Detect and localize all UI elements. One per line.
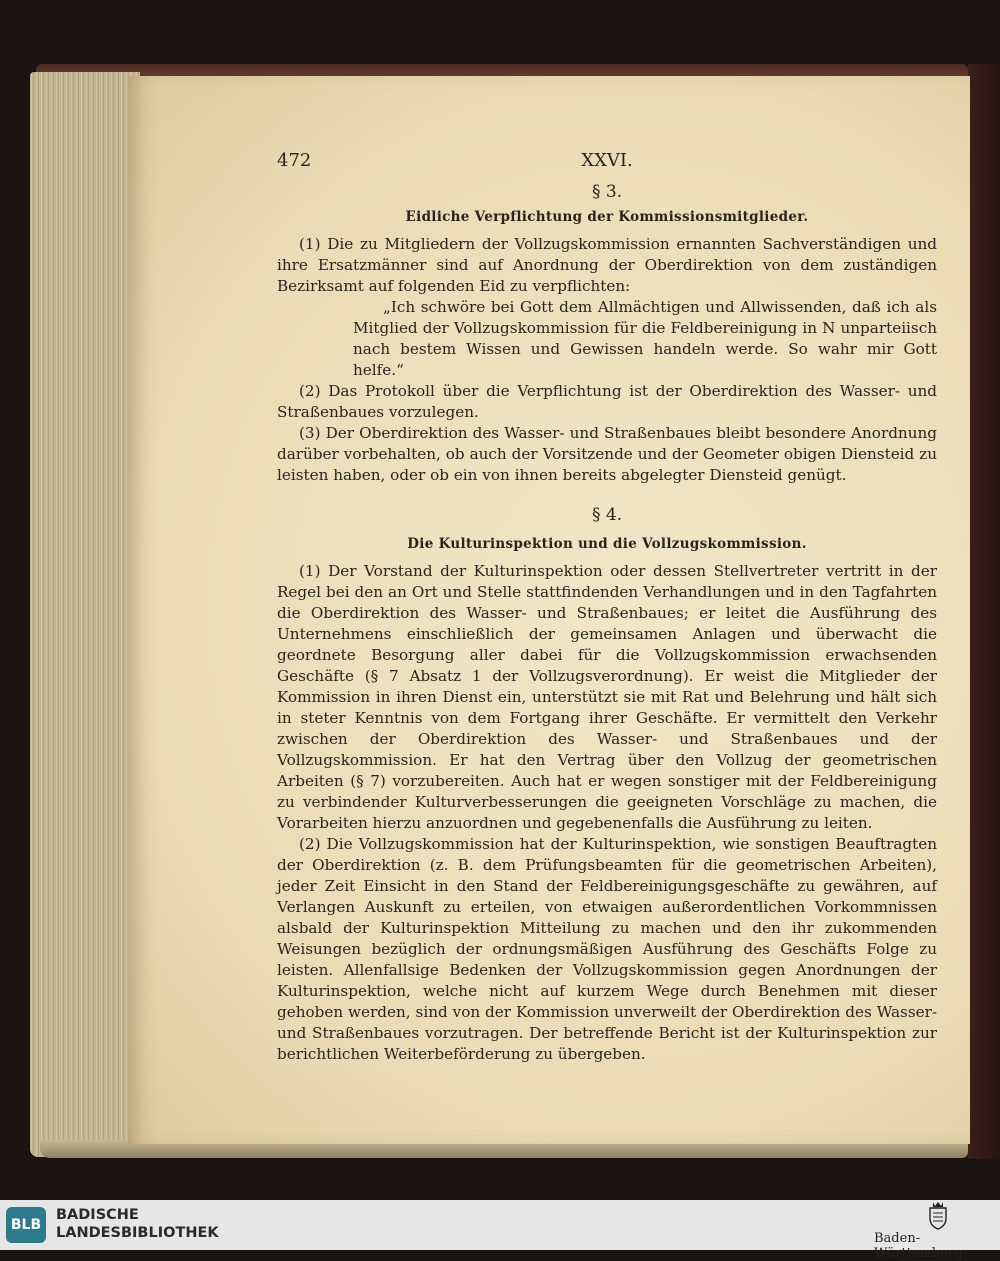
library-name[interactable] [56,1206,316,1242]
section-4-paragraph-2: (2) Die Vollzugskommission hat der Kulturinspektion, wie sonstigen Beauftragten der Oberdirektion (z. B. dem Prüfungsbeamten für die geometrischen Arbeiten), jeder Zeit Einsicht in den Stand der Feldbereinigungsgeschäfte zu gewähren, auf Verlangen Auskunft zu erteilen, von etwaigen außerordentlichen Vorkommnissen alsbald der Kulturinspektion Mitteilung zu machen und den ihr zukommenden Weisungen bezüglich der ordnungsmäßigen Ausführung des Geschäfts Folge zu leisten. Allenfallsige Bedenken der Vollzugskommission gegen Anordnungen der Kulturinspektion, welche nicht auf kurzem Wege durch Benehmen mit dieser gehoben werden, sind von der Kommission unverweilt der Oberdirektion des Wasser- und Straßenbaues vorzutragen. Der betreffende Bericht ist der Kulturinspektion zur berichtlichen Weiterbeförderung zu übergeben. [277,835,937,1063]
section-3-paragraph-2: (2) Das Protokoll über die Verpflichtung ist der Oberdirektion des Wasser- und Straßenbaues vorzulegen. [277,382,937,421]
section-4-title: Die Kulturinspektion und die Vollzugskommission. [407,536,807,552]
page-header [277,150,937,174]
section-3-number: § 3. [591,182,623,202]
chapter-heading: XXVI. [581,150,633,171]
section-3-paragraph-3: (3) Der Oberdirektion des Wasser- und Straßenbaues bleibt besondere Anordnung darüber vorbehalten, ob auch der Vorsitzende und der Geometer obigen Diensteid zu leisten haben, oder ob ein von ihnen bereits abgelegter Diensteid genügt. [277,424,937,484]
section-4-number: § 4. [591,505,623,525]
section-4-paragraph-1: (1) Der Vorstand der Kulturinspektion oder dessen Stellvertreter vertritt in der Regel bei den an Ort und Stelle stattfindenden Verhandlungen und in den Tagfahrten die Oberdirektion des Wasser- und Straßenbaues; er leitet die Ausführung des Unternehmens einschließlich der gemeinsamen Anlagen und überwacht die geordnete Besorgung aller dabei für die Vollzugskommission erwachsenden Geschäfte (§ 7 Absatz 1 der Vollzugsverordnung). Er weist die Mitglieder der Kommission in ihren Dienst ein, unterstützt sie mit Rat und Belehrung und hält sich in steter Kenntnis von dem Fortgang ihrer Geschäfte. Er vermittelt den Verkehr zwischen der Oberdirektion des Wasser- und Straßenbaues und der Vollzugskommission. Er hat den Vertrag über den Vollzug der geometrischen Arbeiten (§ 7) vorzubereiten. Auch hat er wegen sonstiger mit der Feldbereinigung zu verbindender Kulturverbesserungen die geeigneten Vorschläge zu machen, die Vorarbeiten hierzu anzuordnen und gegebenenfalls die Ausführung zu leiten. [277,562,937,832]
blb-logo[interactable] [6,1207,46,1243]
section-4 [277,505,937,1065]
library-name-line-1: BADISCHE [56,1207,139,1223]
book-page-edges [30,72,140,1157]
library-name-line-2: LANDESBIBLIOTHEK [56,1225,219,1241]
page-number: 472 [277,150,312,171]
state-name: Baden-Württemberg [874,1231,963,1261]
book-cover-right [968,64,1000,1159]
blb-logo-text: BLB [10,1217,42,1233]
section-3 [277,182,937,486]
state-crest-icon [925,1200,951,1230]
section-3-paragraph-1: (1) Die zu Mitgliedern der Vollzugskommission ernannten Sachverständigen und ihre Ersatzmänner sind auf Anordnung der Oberdirektion von dem zuständigen Bezirksamt auf folgenden Eid zu verpflichten: [277,235,937,295]
oath-text: „Ich schwöre bei Gott dem Allmächtigen und Allwissenden, daß ich als Mitglied der Vollzugskommission für die Feldbereinigung in N unparteiisch nach bestem Wissen und Gewissen handeln werde. So wahr mir Gott helfe.“ [353,298,937,379]
section-3-title: Eidliche Verpflichtung der Kommissionsmitglieder. [405,209,809,225]
